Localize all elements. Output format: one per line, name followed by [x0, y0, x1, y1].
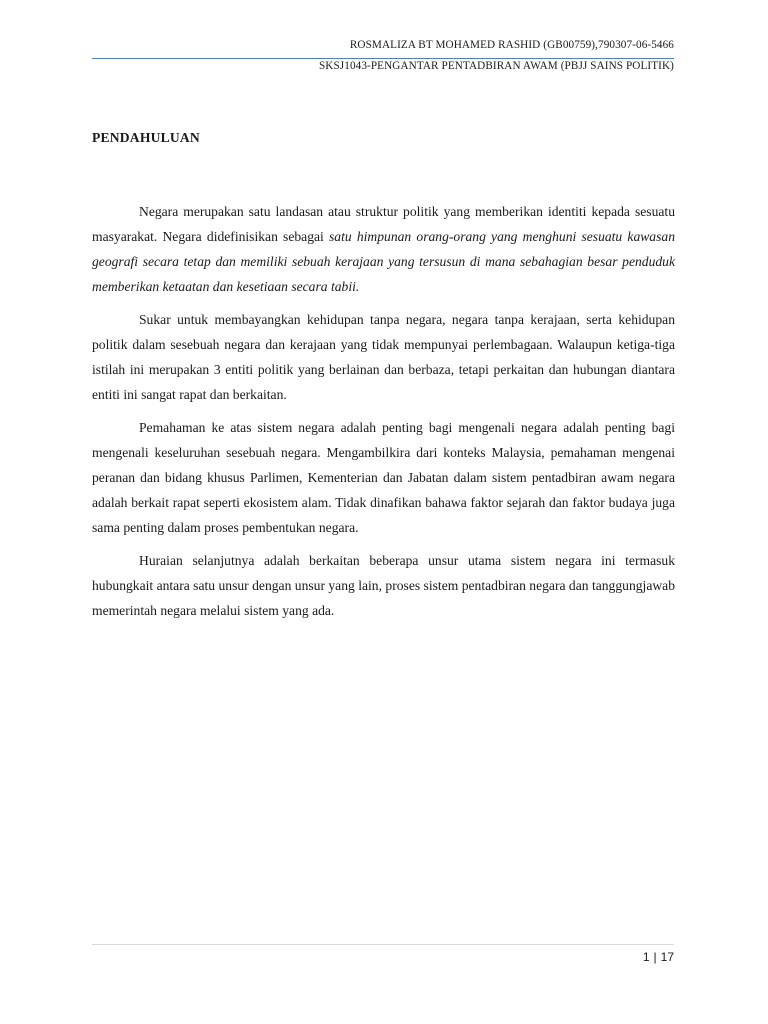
paragraph-3: Pemahaman ke atas sistem negara adalah penting bagi mengenali negara adalah penting bagi mengenali keseluruhan sesebuah negara. Mengambilkira dari konteks Malaysia, pemahaman mengenai peranan dan bidang khusus Parlimen, Kementerian dan Jabatan dalam sistem pentadbiran awam negara adalah berkait rapat seperti ekosistem alam. Tidak dinafikan bahawa faktor sejarah dan faktor budaya juga sama penting dalam proses pembentukan negara.	[92, 420, 675, 535]
page-number-total: 17	[660, 950, 674, 964]
body-text	[92, 199, 675, 631]
section-heading: PENDAHULUAN	[92, 130, 200, 145]
page-number-current: 1	[642, 950, 650, 964]
paragraph-1-definition: satu himpunan orang-orang yang menghuni sesuatu kawasan geografi secara tetap dan memiliki sebuah kerajaan yang tersusun di mana sebahagian besar penduduk memberikan ketaatan dan kesetiaan secara tabii.	[92, 229, 675, 294]
footer-divider	[92, 944, 674, 945]
page-number-separator: |	[653, 950, 657, 964]
paragraph-2: Sukar untuk membayangkan kehidupan tanpa negara, negara tanpa kerajaan, serta kehidupan politik dalam sesebuah negara dan kerajaan yang tidak mempunyai perlembagaan. Walaupun ketiga-tiga istilah ini merupakan 3 entiti politik yang berlainan dan berbaza, tetapi perkaitan dan hubungan diantara entiti ini sangat rapat dan berkaitan.	[92, 312, 675, 402]
header-divider	[92, 58, 674, 59]
header-author-line: ROSMALIZA BT MOHAMED RASHID (GB00759),790307-06-5466	[349, 39, 674, 51]
page-header	[319, 38, 674, 73]
paragraph-1-text: Negara merupakan satu landasan atau struktur politik yang memberikan identiti kepada sesuatu masyarakat. Negara didefinisikan sebagai	[92, 204, 675, 244]
paragraph-1	[92, 199, 675, 299]
header-course-line: SKSJ1043-PENGANTAR PENTADBIRAN AWAM (PBJJ SAINS POLITIK)	[318, 60, 674, 72]
page-number	[643, 950, 674, 964]
paragraph-4: Huraian selanjutnya adalah berkaitan beberapa unsur utama sistem negara ini termasuk hubungkait antara satu unsur dengan unsur yang lain, proses sistem pentadbiran negara dan tanggungjawab memerintah negara melalui sistem yang ada.	[92, 553, 675, 618]
